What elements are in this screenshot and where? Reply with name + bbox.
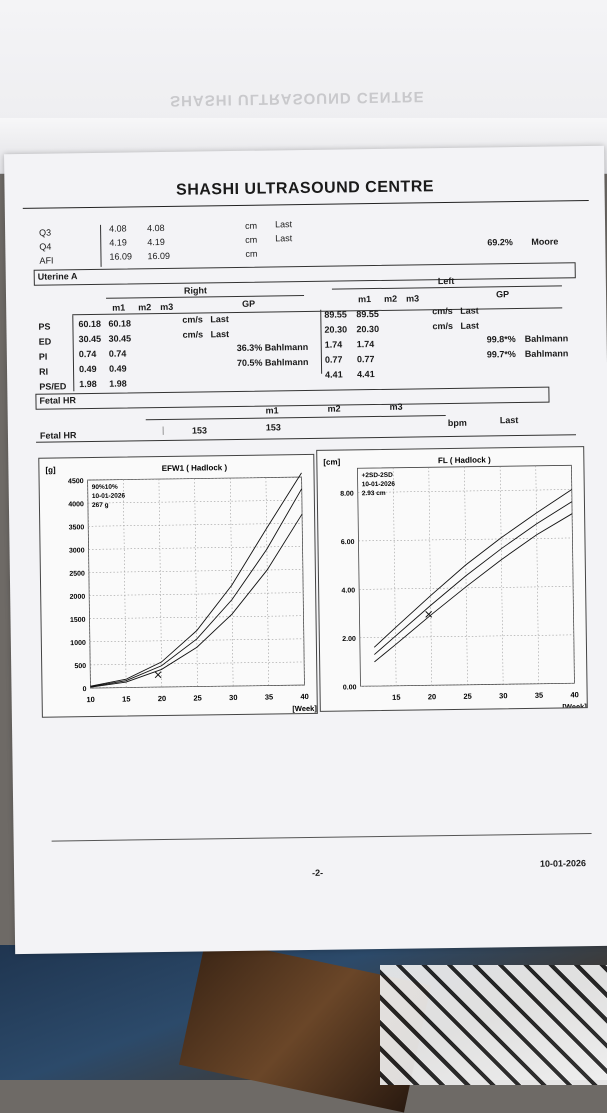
left-col-gp: GP [495, 289, 510, 300]
right-header-rule [106, 295, 304, 299]
left-gp-value: 99.8*% [486, 334, 516, 345]
uterine-right-label: Right [183, 285, 208, 296]
efw-ytick-label: 4500 [67, 478, 84, 486]
fetal-hr-mode: Last [499, 415, 519, 426]
efw-ytick-label: 3000 [68, 547, 85, 555]
right-m2-value: 0.74 [108, 348, 127, 359]
footer-rule [52, 833, 592, 842]
efw-xtick-label: 15 [122, 694, 131, 704]
fl-ytick-label: 4.00 [341, 587, 356, 595]
quadrant-value-m1: 4.19 [109, 237, 127, 248]
patterned-cloth [380, 965, 607, 1085]
efw-xlabel: [Week] [292, 703, 317, 714]
fl-xtick-label: 30 [499, 691, 508, 701]
fl-legend-line: +2SD-2SD [361, 471, 393, 480]
efw-ytick-label: 2000 [69, 593, 86, 601]
right-m1-value: 0.49 [78, 363, 97, 375]
fl-xgrid [536, 466, 539, 684]
left-values-divider [320, 310, 322, 374]
fl-legend-line: 2.93 cm [361, 489, 386, 498]
efw-xtick-label: 40 [300, 691, 309, 702]
fetal-hr-label: Fetal HR [39, 430, 77, 441]
efw-legend-line: 90%10% [91, 483, 118, 491]
efw-ytick-label: 2500 [69, 570, 85, 578]
efw-xtick-label: 30 [229, 692, 238, 703]
quadrant-value-m2: 16.09 [147, 250, 171, 262]
left-header-rule [332, 285, 562, 289]
efw-xtick-label: 25 [193, 693, 202, 703]
left-m2-value: 20.30 [356, 323, 380, 335]
efw-xgrid [123, 480, 126, 688]
efw-legend-line: 267 g [91, 501, 109, 509]
right-mode: Last [210, 314, 229, 325]
left-m2-value: 4.41 [357, 369, 375, 380]
left-gp-value: 99.7*% [486, 349, 516, 360]
left-mode: Last [460, 305, 479, 316]
uterine-heading: Uterine A [37, 271, 78, 282]
efw-legend-line: 10-01-2026 [91, 492, 126, 500]
quadrant-label: Q3 [39, 227, 52, 238]
right-m2-value: 30.45 [108, 333, 132, 344]
right-m1-value: 30.45 [78, 333, 102, 345]
quadrant-unit: cm [245, 234, 258, 245]
efw-title: EFW1 ( Hadlock ) [161, 463, 228, 474]
fl-chart-frame [316, 446, 588, 712]
uterine-row-label: PI [38, 351, 48, 362]
right-col-m1: m1 [112, 302, 126, 313]
fetal-hr-header-rule [146, 415, 446, 420]
right-m1-value: 0.74 [78, 348, 97, 360]
quadrant-unit: cm [244, 220, 258, 231]
left-m1-value: 4.41 [325, 369, 343, 380]
afi-percent: 69.2% [487, 237, 513, 248]
efw-ytick-label: 0 [82, 686, 87, 694]
fl-xlabel: [Week] [562, 702, 587, 711]
fl-xgrid [393, 468, 396, 686]
left-col-m2: m2 [384, 293, 398, 304]
page-number: -2- [312, 867, 324, 878]
efw-chart-frame [38, 454, 318, 718]
left-gp-author: Bahlmann [524, 348, 569, 359]
background-top-sheet [0, 0, 607, 170]
quadrant-value-m1: 16.09 [109, 251, 133, 262]
uterine-row-label: RI [39, 366, 49, 377]
left-col-m3: m3 [406, 293, 420, 304]
right-m2-value: 60.18 [108, 318, 132, 329]
quadrant-value-m1: 4.08 [109, 223, 127, 234]
left-mode: Last [460, 320, 480, 331]
fl-series-line-1 [372, 514, 574, 662]
right-mode: Last [210, 329, 230, 340]
fl-ytick-label: 2.00 [342, 635, 356, 644]
fetal-hr-col-m3: m3 [389, 401, 403, 412]
fl-xtick-label: 40 [570, 690, 579, 700]
quadrant-label: AFI [39, 255, 54, 266]
right-gp-author: Bahlmann [264, 356, 309, 368]
fetal-hr-unit: bpm [447, 417, 467, 429]
efw-xgrid [230, 478, 233, 686]
fetal-hr-m1: 153 [265, 422, 281, 433]
efw-chart [39, 455, 317, 717]
report-page [12, 158, 607, 946]
fl-series-line-3 [372, 489, 574, 647]
fl-xtick-label: 25 [463, 691, 472, 701]
title-rule [23, 200, 589, 209]
ghost-title-bleed: SHASHI ULTRASOUND CENTRE [169, 87, 425, 110]
right-m2-value: 0.49 [108, 363, 127, 374]
uterine-left-label: Left [437, 275, 455, 287]
efw-ylabel: [g] [45, 465, 56, 475]
right-unit: cm/s [182, 314, 203, 325]
left-col-m1: m1 [358, 294, 372, 305]
page-title: SHASHI ULTRASOUND CENTRE [175, 178, 435, 199]
afi-author: Moore [531, 236, 559, 247]
uterine-row-label: ED [38, 336, 52, 347]
left-gp-author: Bahlmann [524, 333, 569, 344]
efw-ytick-label: 4000 [68, 501, 84, 509]
fl-ylabel: [cm] [323, 457, 341, 467]
fl-xtick-label: 15 [392, 692, 401, 702]
efw-xtick-label: 20 [157, 693, 167, 704]
right-col-m3: m3 [160, 301, 174, 313]
right-m2-value: 1.98 [109, 378, 127, 389]
fl-chart [317, 447, 587, 711]
quadrant-label: Q4 [39, 241, 52, 252]
left-m2-value: 1.74 [356, 339, 375, 350]
footer-date: 10-01-2026 [539, 858, 587, 869]
uterine-section-bar [34, 262, 576, 286]
efw-xtick-label: 35 [264, 692, 274, 702]
efw-xgrid [159, 479, 162, 687]
fl-xtick-label: 20 [427, 692, 437, 702]
quadrant-unit: cm [245, 248, 258, 259]
fetal-hr-bottom-rule [36, 434, 576, 443]
right-unit: cm/s [182, 329, 204, 340]
uterine-row-label: PS [38, 321, 51, 332]
efw-xgrid [195, 479, 198, 687]
efw-xtick-label: 10 [86, 694, 95, 705]
fl-title: FL ( Hadlock ) [437, 455, 491, 466]
right-gp-value: 70.5% [236, 357, 263, 368]
left-m2-value: 89.55 [356, 308, 379, 320]
fetal-hr-col-m1: m1 [265, 405, 279, 416]
efw-ytick-label: 500 [74, 662, 87, 671]
quadrant-value-m2: 4.19 [147, 236, 165, 248]
fl-ytick-label: 6.00 [340, 539, 355, 547]
left-unit: cm/s [432, 305, 453, 317]
efw-plot-area [88, 477, 305, 688]
left-m2-value: 0.77 [356, 354, 375, 365]
fl-series-line-2 [372, 502, 574, 655]
quadrant-mode: Last [275, 233, 293, 244]
uterine-row-label: PS/ED [39, 381, 67, 392]
fl-ytick-label: 8.00 [340, 490, 354, 498]
fl-xtick-label: 35 [534, 690, 544, 700]
right-m1-value: 60.18 [78, 318, 102, 330]
left-m1-value: 1.74 [324, 339, 343, 350]
fetal-hr-heading: Fetal HR [39, 395, 77, 406]
right-col-gp: GP [242, 298, 256, 309]
right-m1-value: 1.98 [79, 378, 97, 390]
efw-ytick-label: 1500 [69, 616, 86, 624]
right-gp-author: Bahlmann [264, 341, 309, 353]
right-col-m2: m2 [138, 302, 152, 313]
efw-series-line-3 [88, 473, 305, 686]
fl-xgrid [500, 466, 503, 684]
fetal-hr-col-m2: m2 [327, 403, 341, 414]
quadrant-value-m2: 4.08 [147, 222, 165, 234]
quadrant-divider [100, 225, 102, 267]
left-m1-value: 89.55 [324, 309, 347, 320]
left-m1-value: 0.77 [324, 354, 343, 365]
fetal-hr-value: 153 [191, 425, 208, 436]
efw-ytick-label: 1000 [70, 639, 86, 648]
fl-legend-line: 10-01-2026 [361, 480, 395, 489]
left-m1-value: 20.30 [324, 324, 348, 335]
left-unit: cm/s [432, 320, 454, 332]
fl-xgrid [429, 467, 432, 685]
quadrant-mode: Last [274, 219, 293, 230]
fl-ytick-label: 0.00 [342, 684, 357, 692]
efw-xgrid [266, 478, 269, 686]
report-paper [4, 146, 607, 954]
fetal-hr-tick: | [161, 424, 165, 436]
right-values-divider [72, 315, 74, 391]
efw-ytick-label: 3500 [68, 524, 85, 532]
fetal-hr-section-bar [35, 387, 549, 410]
right-gp-value: 36.3% [236, 342, 263, 353]
